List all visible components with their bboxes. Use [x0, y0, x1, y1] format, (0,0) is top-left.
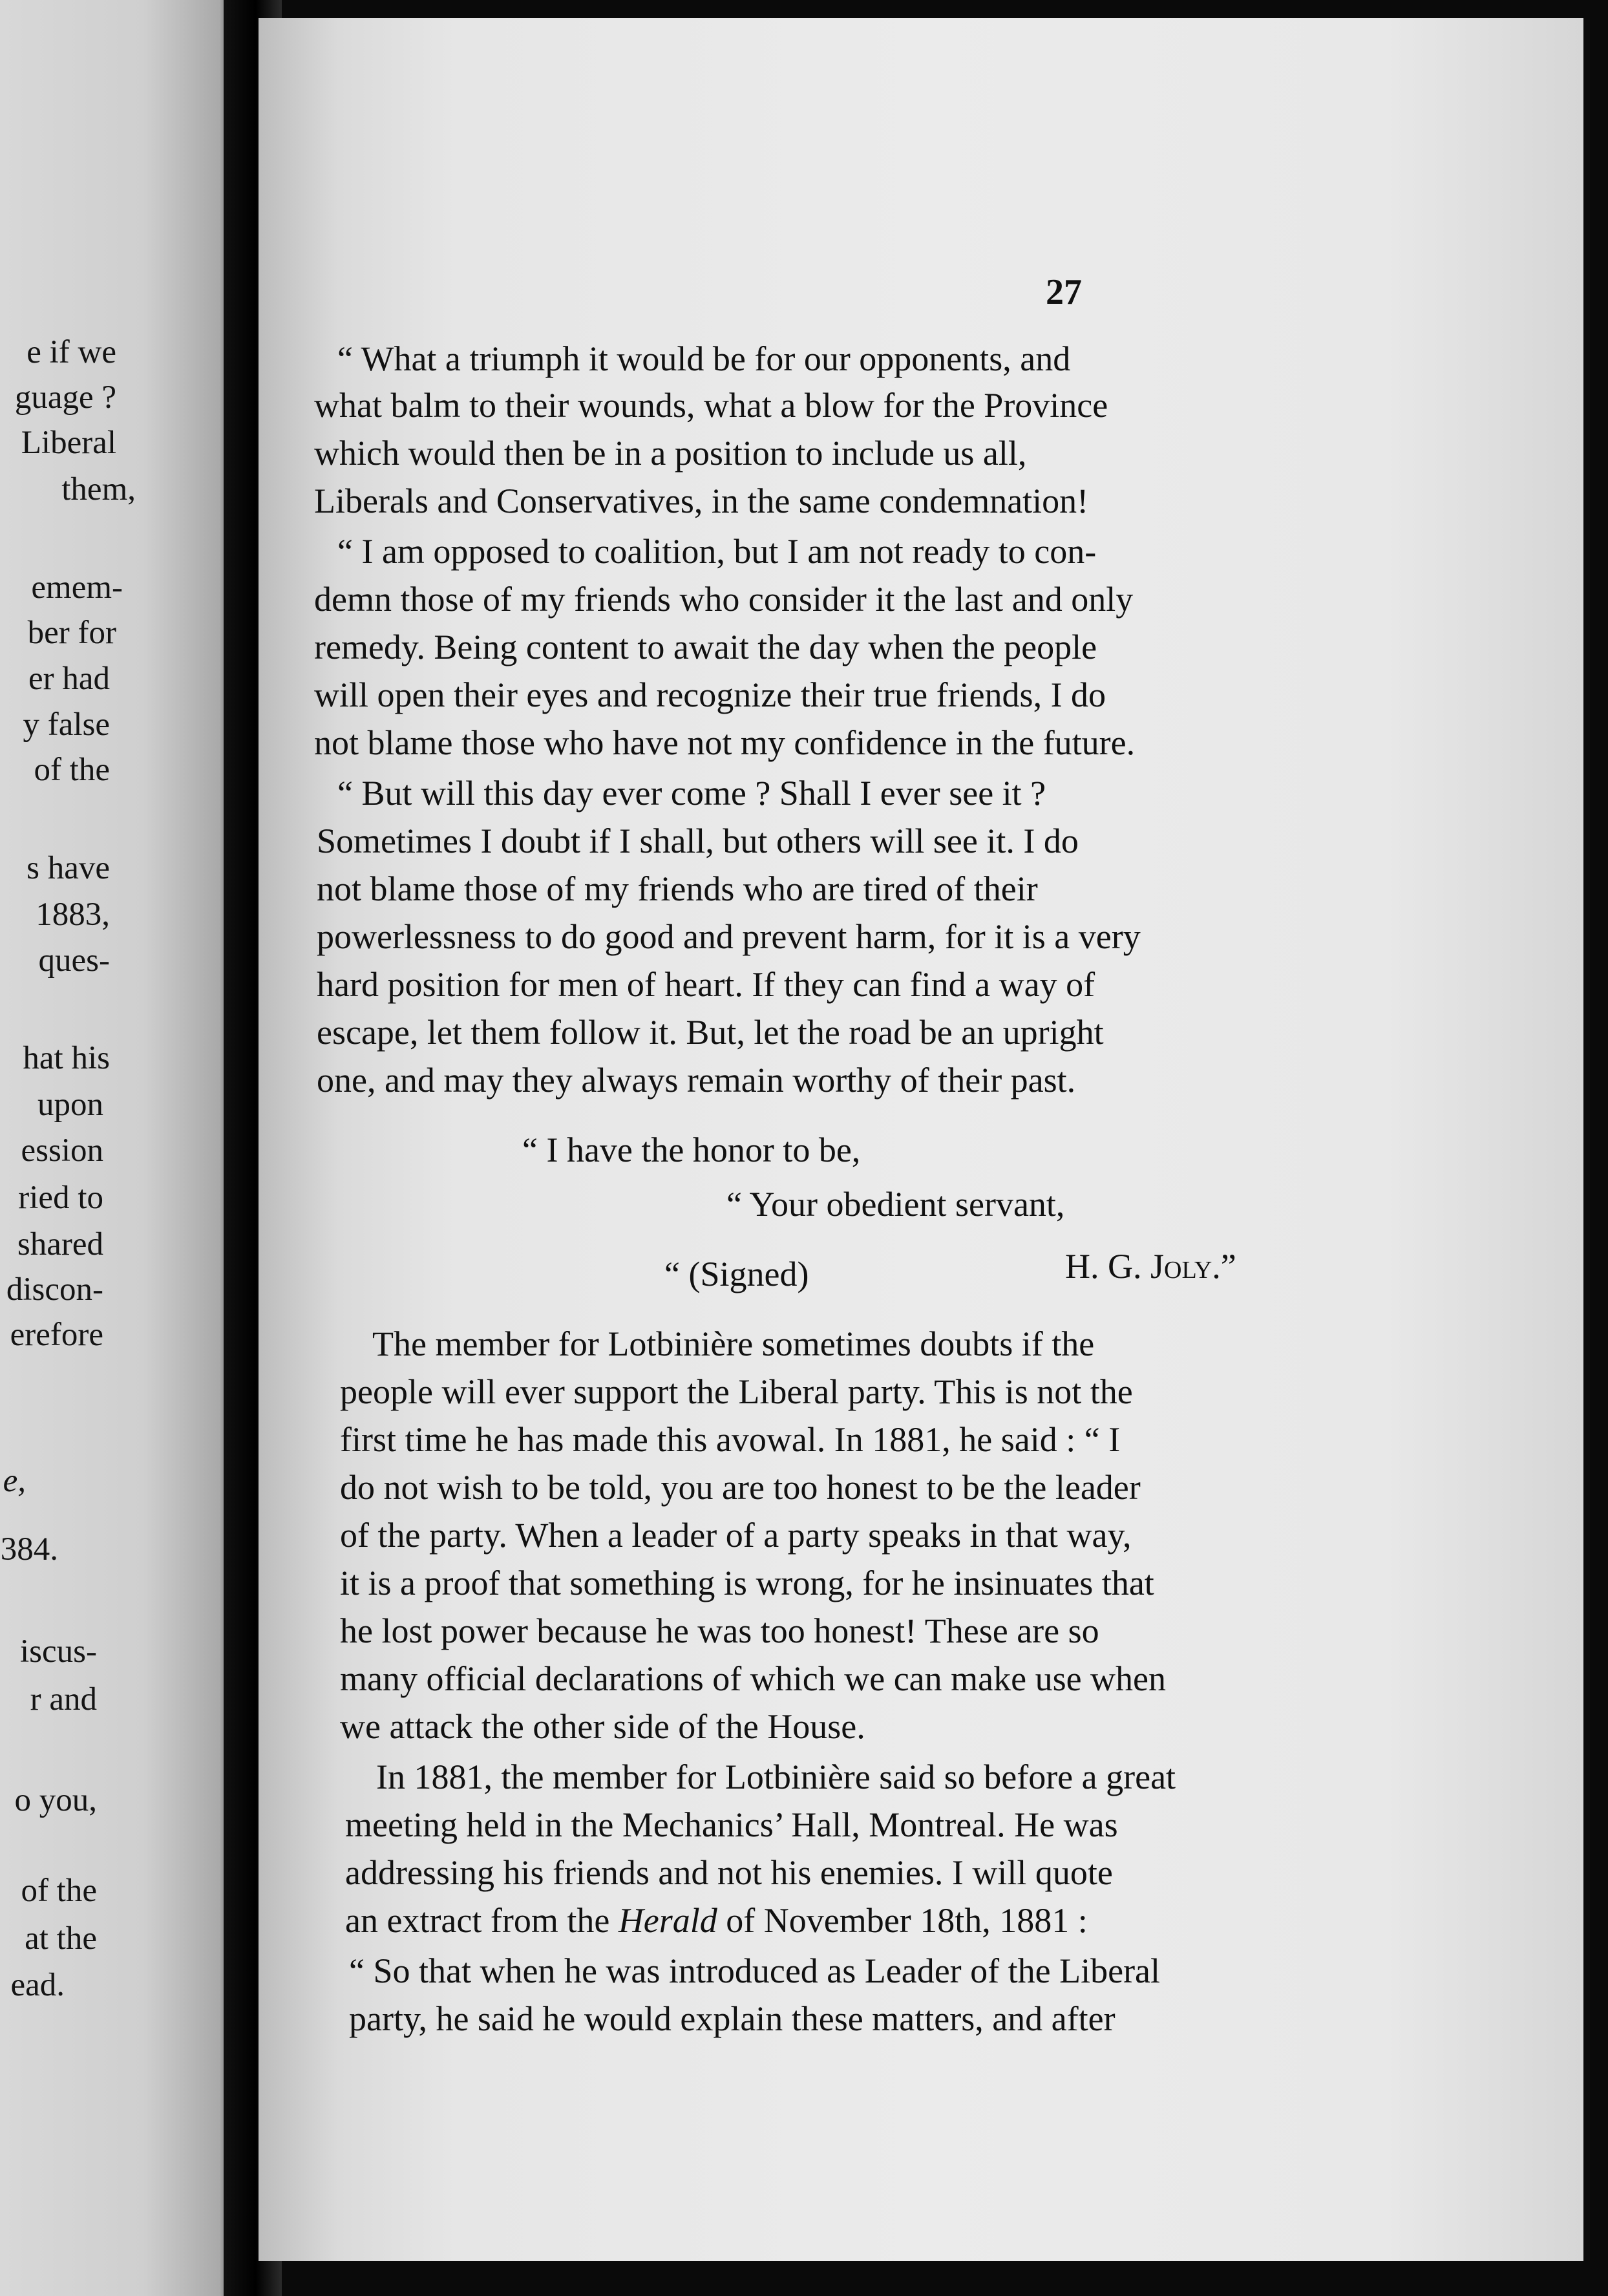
text-line: first time he has made this avowal. In 1881, he said : “ I — [340, 1420, 1121, 1459]
facing-page-fragment — [0, 0, 239, 2296]
text-line: hard position for men of heart. If they can find a way of — [317, 965, 1095, 1004]
facing-page-line: iscus- — [20, 1633, 97, 1670]
newspaper-title: Herald — [618, 1901, 717, 1940]
signatory-surname: Joly.” — [1150, 1247, 1236, 1286]
facing-page-line: e, — [3, 1463, 26, 1499]
text-line: remedy. Being content to await the day when the people — [314, 628, 1097, 666]
text-line: demn those of my friends who consider it the last and only — [314, 580, 1134, 619]
facing-page-line: discon- — [6, 1271, 103, 1308]
facing-page-line: er had — [28, 661, 110, 697]
text-line: do not wish to be told, you are too honest to be the leader — [340, 1468, 1141, 1507]
facing-page-line: 384. — [0, 1531, 58, 1568]
text-line: meeting held in the Mechanics’ Hall, Montreal. He was — [345, 1805, 1118, 1844]
facing-page-line: ques- — [38, 942, 110, 979]
text-line: will open their eyes and recognize their true friends, I do — [314, 675, 1106, 714]
facing-page-line: r and — [30, 1681, 97, 1717]
facing-page-line: s have — [26, 850, 110, 886]
facing-page-line: shared — [17, 1226, 103, 1262]
facing-page-line: ber for — [27, 615, 116, 651]
text-segment: of November 18th, 1881 : — [717, 1901, 1088, 1940]
facing-page-line: of the — [21, 1873, 97, 1909]
facing-page-line: o you, — [14, 1782, 97, 1818]
text-line: In 1881, the member for Lotbinière said so before a great — [376, 1758, 1176, 1796]
signatory-name — [1065, 1249, 1236, 1284]
text-line: it is a proof that something is wrong, for he insinuates that — [340, 1564, 1154, 1602]
closing-honor: “ I have the honor to be, — [522, 1131, 861, 1169]
text-line: which would then be in a position to include us all, — [314, 434, 1027, 473]
closing-servant: “ Your obedient servant, — [726, 1185, 1065, 1224]
facing-page-line: ession — [21, 1132, 103, 1169]
text-line: people will ever support the Liberal party. This is not the — [340, 1372, 1133, 1411]
text-line: addressing his friends and not his enemies. I will quote — [345, 1853, 1113, 1892]
signed-label: “ (Signed) — [664, 1255, 809, 1293]
facing-page-line: upon — [37, 1087, 103, 1123]
facing-page-line: ead. — [10, 1967, 65, 2003]
facing-page-line: hat his — [23, 1040, 110, 1076]
text-line: “ But will this day ever come ? Shall I ever see it ? — [337, 774, 1046, 813]
text-line: Liberals and Conservatives, in the same condemnation! — [314, 482, 1089, 520]
text-line: one, and may they always remain worthy of their past. — [317, 1061, 1076, 1100]
text-line: he lost power because he was too honest! These are so — [340, 1611, 1099, 1650]
text-line: party, he said he would explain these matters, and after — [349, 1999, 1116, 2038]
facing-page-line: them, — [61, 471, 136, 507]
facing-page-line: ried to — [18, 1180, 103, 1216]
text-line: “ I am opposed to coalition, but I am not ready to con- — [337, 532, 1097, 571]
text-line — [345, 1903, 1088, 1938]
facing-page-line: emem- — [31, 569, 123, 606]
text-line: The member for Lotbinière sometimes doubts if the — [372, 1324, 1095, 1363]
text-line: powerlessness to do good and prevent harm, for it is a very — [317, 917, 1141, 956]
book-page — [259, 18, 1583, 2261]
page-number: 27 — [1046, 272, 1082, 312]
text-segment: an extract from the — [345, 1901, 619, 1940]
text-line: not blame those of my friends who are tired of their — [317, 869, 1038, 908]
facing-page-line: e if we — [26, 334, 116, 370]
text-line: we attack the other side of the House. — [340, 1707, 865, 1746]
facing-page-line: of the — [34, 752, 110, 788]
text-line: Sometimes I doubt if I shall, but others will see it. I do — [317, 822, 1079, 860]
facing-page-line: 1883, — [36, 897, 110, 933]
text-line: what balm to their wounds, what a blow for the Province — [314, 386, 1108, 425]
text-line: many official declarations of which we can make use when — [340, 1659, 1167, 1698]
facing-page-line: guage ? — [14, 379, 116, 416]
text-line: not blame those who have not my confidence in the future. — [314, 723, 1136, 762]
text-line: of the party. When a leader of a party speaks in that way, — [340, 1516, 1132, 1555]
text-line: escape, let them follow it. But, let the road be an upright — [317, 1013, 1104, 1052]
facing-page-line: at the — [25, 1920, 97, 1957]
facing-page-line: Liberal — [21, 425, 116, 461]
text-line: “ So that when he was introduced as Leader of the Liberal — [349, 1951, 1161, 1990]
signatory-initials: H. G. — [1065, 1247, 1142, 1286]
text-line: “ What a triumph it would be for our opponents, and — [337, 339, 1071, 378]
facing-page-line: y false — [23, 707, 110, 743]
facing-page-line: erefore — [10, 1317, 103, 1353]
